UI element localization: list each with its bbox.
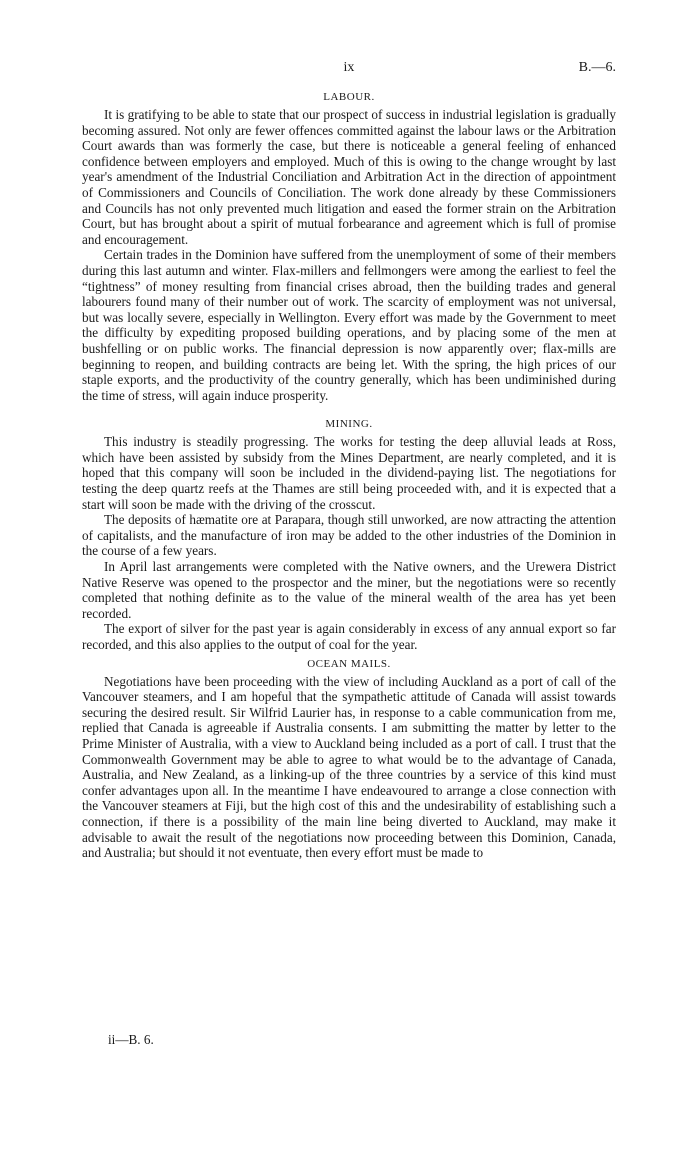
paragraph: Certain trades in the Dominion have suffered from the unemployment of some of their members during this last autumn and winter. Flax-millers and fellmongers were among the earliest to feel the “tightness” of money resulting from financial crises abroad, then the building trades and general labourers found many of their number out of work. The scarcity of employment was not universal, but was locally severe, especially in Wellington. Every effort was made by the Government to meet the difficulty by expediting proposed building operations, and by placing some of the men at bushfelling or on public works. The financial depression is now apparently over; flax-mills are beginning to reopen, and building contracts are being let. With the spring, the high prices of our staple exports, and the productivity of the country generally, which has been undiminished during the time of stress, will again induce prosperity. (82, 247, 616, 403)
paragraph: The export of silver for the past year is again considerably in excess of any annual export so far recorded, and this also applies to the output of coal for the year. (82, 621, 616, 652)
paragraph: The deposits of hæmatite ore at Parapara, though still unworked, are now attracting the attention of capitalists, and the manufacture of iron may be added to the other industries of the Dominion in the course of a few years. (82, 512, 616, 559)
paragraph: It is gratifying to be able to state that our prospect of success in industrial legislation is gradually becoming assured. Not only are fewer offences committed against the labour laws or the Arbitration Court awards than was formerly the case, but there is noticeable a general feeling of enhanced confidence between employers and employed. Much of this is owing to the change wrought by last year's amendment of the Industrial Conciliation and Arbitration Act in the direction of appointment of Commissioners and Councils of Conciliation. The work done already by these Commissioners and Councils has not only prevented much litigation and eased the former strain on the Arbitration Court, but has brought about a spirit of mutual forbearance and agreement which is full of promise and encouragement. (82, 107, 616, 247)
paragraph: Negotiations have been proceeding with the view of including Auckland as a port of call of the Vancouver steamers, and I am hopeful that the sympathetic attitude of Canada will assist towards securing the desired result. Sir Wilfrid Laurier has, in response to a cable communication from me, replied that Canada is agreeable if Australia consents. I am submitting the matter by letter to the Prime Minister of Australia, with a view to Auckland being included as a port of call. I trust that the Commonwealth Government may be able to agree to what would be to the advantage of Canada, Australia, and New Zealand, as a linking-up of the three countries by a service of this kind must confer advantages upon all. In the meantime I have endeavoured to arrange a close connection with the Vancouver steamers at Fiji, but the high cost of this and the undesirability of establishing such a connection, if there is a possibility of the main line being diverted to Auckland, may make it advisable to await the result of the negotiations now proceeding between this Dominion, Canada, and Australia; but should it not eventuate, then every effort must be made to (82, 673, 616, 861)
section-mining (82, 417, 616, 652)
signature-mark: ii—B. 6. (108, 1032, 154, 1047)
document-reference: B.—6. (578, 60, 616, 75)
page-number: ix (343, 60, 355, 75)
section-heading: LABOUR. (323, 91, 375, 103)
paragraph: This industry is steadily progressing. The works for testing the deep alluvial leads at Ross, which have been assisted by subsidy from the Mines Department, are nearly completed, and it is hoped that this company will soon be included in the dividend-paying list. The negotiations for testing the deep quartz reefs at the Thames are still being proceeded with, and it is expected that a start will soon be made with the driving of the crosscut. (82, 434, 616, 512)
section-heading: MINING. (325, 418, 373, 431)
section-ocean-mails (82, 657, 616, 861)
section-heading: OCEAN MAILS. (307, 657, 391, 670)
paragraph: In April last arrangements were completed with the Native owners, and the Urewera District Native Reserve was opened to the prospector and the miner, but the negotiations were so recently completed that nothing definite as to the value of the mineral wealth of the area has yet been recorded. (82, 559, 616, 621)
section-labour (82, 90, 616, 403)
page-header (82, 60, 616, 80)
document-body (82, 90, 616, 875)
